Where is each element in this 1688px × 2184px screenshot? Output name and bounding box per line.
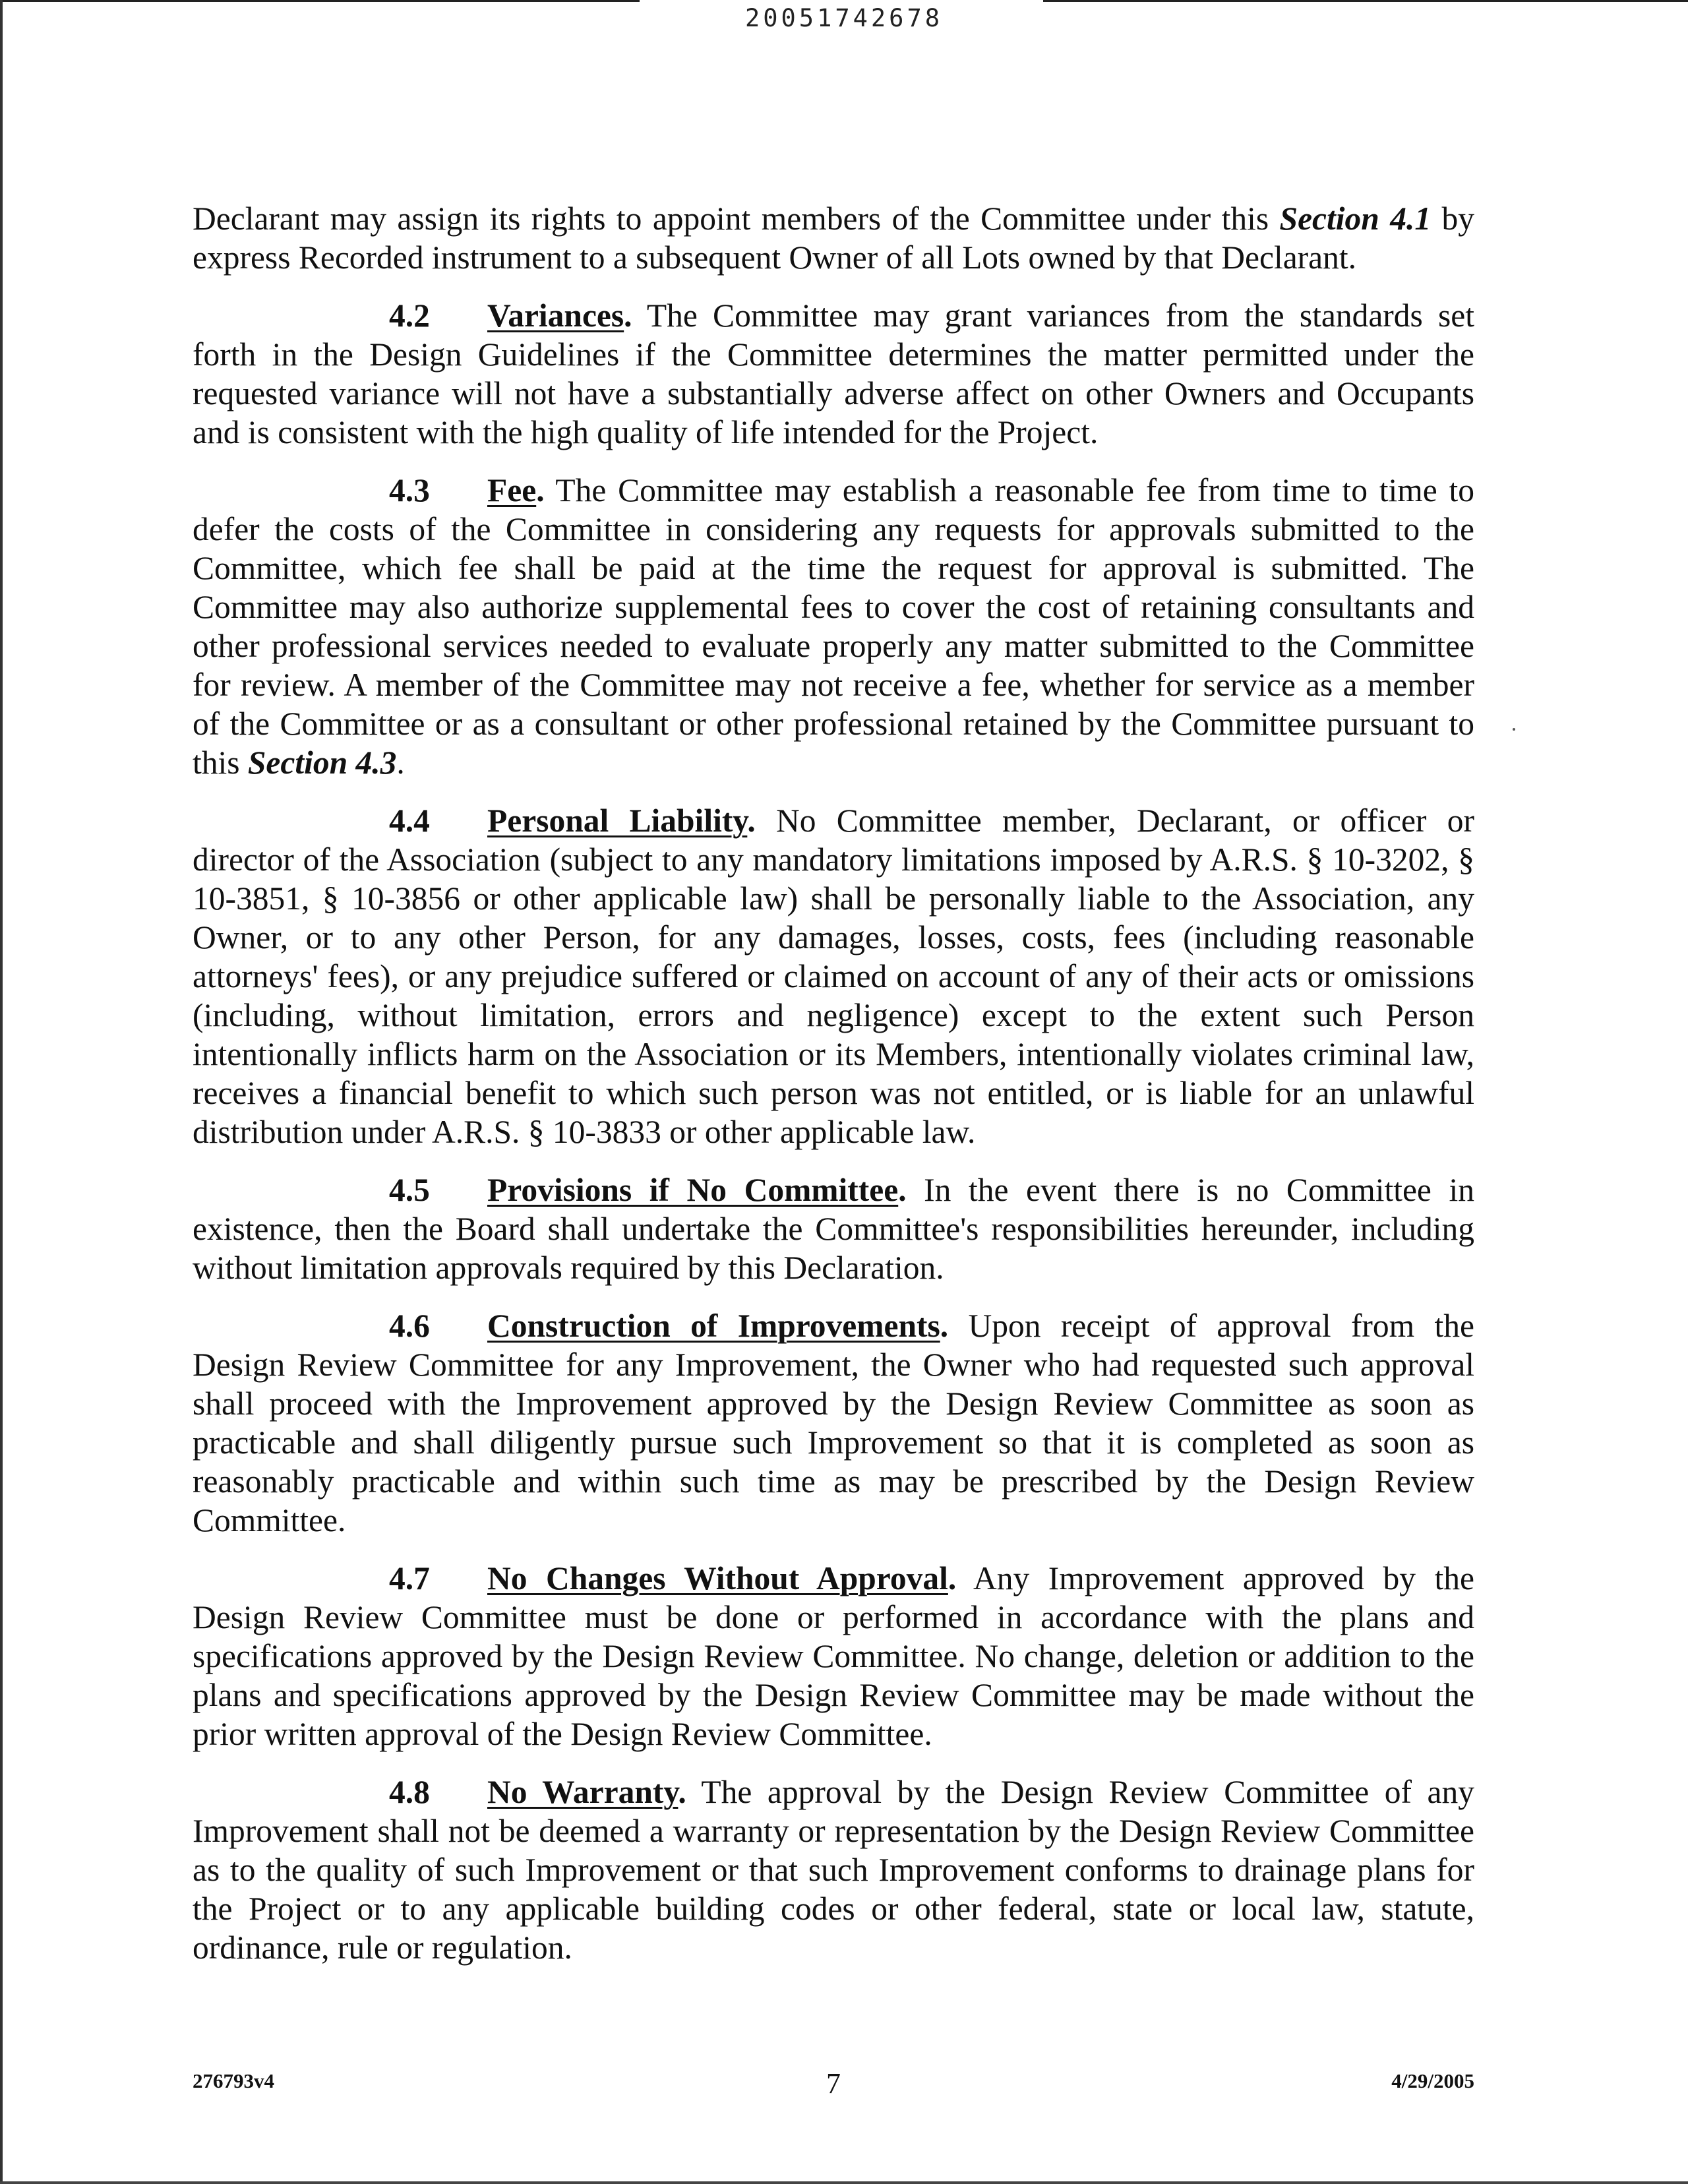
section-heading: Variances — [487, 297, 624, 334]
section-heading: Provisions if No Committee — [487, 1172, 899, 1208]
section-number: 4.7 — [389, 1560, 430, 1596]
section-number: 4.5 — [389, 1172, 430, 1208]
section-4-7: 4.7 No Changes Without Approval. Any Improvement approved by the Design Review Committee must be done or performed in accordance with the plans and specifications approved by the Design Review Committee. No change, deletion or addition to the plans and specifications approved by the Design Review Committee may be made without the prior written approval of the Design Review Committee. — [193, 1560, 1474, 1752]
section-text: In the event there is no Committee in existence, then the Board shall undertake the Committee's responsibilities hereunder, including without limitation approvals required by this Declaration. — [193, 1172, 1474, 1286]
section-number: 4.4 — [389, 803, 430, 839]
section-number: 4.8 — [389, 1774, 430, 1810]
section-reference: Section 4.1 — [1279, 200, 1432, 237]
section-4-4: 4.4 Personal Liability. No Committee member, Declarant, or officer or director of the Association (subject to any mandatory limitations imposed by A.R.S. § 10-3202, § 10-3851, § 10-3856 or other applicable law) shall be personally liable to the Association, any Owner, or to any other Person, for any damages, losses, costs, fees (including reasonable attorneys' fees), or any prejudice suffered or claimed on account of any of their acts or omissions (including, without limitation, errors and negligence) except to the extent such Person intentionally inflicts harm on the Association or its Members, intentionally violates criminal law, receives a financial benefit to which such person was not entitled, or is liable for an unlawful distribution under A.R.S. § 10-3833 or other applicable law. — [193, 803, 1474, 1150]
scan-border-top-left — [0, 0, 640, 2]
intro-text-end: by express Recorded instrument to a subsequent Owner of all Lots owned by that Declarant. — [193, 200, 1475, 276]
scan-border-bottom — [0, 2181, 1688, 2184]
section-text: No Committee member, Declarant, or officer or director of the Association (subject to any mandatory limitations imposed by A.R.S. § 10-3202, § 10-3851, § 10-3856 or other applicable law) shall be personally liable to the Association, any Owner, or to any other Person, for any damages, losses, costs, fees (including reasonable attorneys' fees), or any prejudice suffered or claimed on account of any of their acts or omissions (including, without limitation, errors and negligence) except to the extent such Person intentionally inflicts harm on the Association or its Members, intentionally violates criminal law, receives a financial benefit to which such person was not entitled, or is liable for an unlawful distribution under A.R.S. § 10-3833 or other applicable law. — [193, 803, 1474, 1150]
document-number: 20051742678 — [744, 4, 944, 32]
section-4-3: 4.3 Fee. The Committee may establish a reasonable fee from time to time to defer the costs of the Committee in considering any requests for approvals submitted to the Committee, which fee shall be paid at the time the request for approval is submitted. The Committee may also authorize supplemental fees to cover the cost of retaining consultants and other professional services needed to evaluate properly any matter submitted to the Committee for review. A member of the Committee may not receive a fee, whether for service as a member of the Committee or as a consultant or other professional retained by the Committee pursuant to this Section 4.3. — [193, 472, 1474, 781]
section-4-5: 4.5 Provisions if No Committee. In the event there is no Committee in existence, then the Board shall undertake the Committee's responsibilities hereunder, including without limitation approvals required by this Declaration. — [193, 1172, 1474, 1286]
section-text-end: . — [396, 744, 405, 781]
section-number: 4.6 — [389, 1308, 430, 1344]
section-4-6: 4.6 Construction of Improvements. Upon receipt of approval from the Design Review Committee for any Improvement, the Owner who had requested such approval shall proceed with the Improvement approved by the Design Review Committee as soon as practicable and shall diligently pursue such Improvement so that it is completed as soon as reasonably practicable and within such time as may be prescribed by the Design Review Committee. — [193, 1308, 1474, 1538]
section-number: 4.2 — [389, 297, 430, 334]
section-4-2: 4.2 Variances. The Committee may grant variances from the standards set forth in the Design Guidelines if the Committee determines the matter permitted under the requested variance will not have a substantially adverse affect on other Owners and Occupants and is consistent with the high quality of life intended for the Project. — [193, 297, 1474, 450]
section-number: 4.3 — [389, 472, 430, 508]
section-text: Any Improvement approved by the Design Review Committee must be done or performed in accordance with the plans and specifications approved by the Design Review Committee. No change, deletion or addition to the plans and specifications approved by the Design Review Committee may be made without the prior written approval of the Design Review Committee. — [193, 1560, 1474, 1752]
section-text: Upon receipt of approval from the Design Review Committee for any Improvement, the Owner who had requested such approval shall proceed with the Improvement approved by the Design Review Committee as soon as practicable and shall diligently pursue such Improvement so that it is completed as soon as reasonably practicable and within such time as may be prescribed by the Design Review Committee. — [193, 1308, 1474, 1538]
section-heading: No Changes Without Approval — [487, 1560, 948, 1596]
footer-doc-version: 276793v4 — [193, 2069, 274, 2092]
section-text: The approval by the Design Review Committee of any Improvement shall not be deemed a warranty or representation by the Design Review Committee as to the quality of such Improvement or that such Improvement conforms to drainage plans for the Project or to any applicable building codes or other federal, state or local law, statute, ordinance, rule or regulation. — [193, 1774, 1474, 1966]
intro-paragraph — [193, 199, 1474, 277]
section-reference: Section 4.3 — [247, 744, 397, 781]
document-body — [193, 199, 1474, 1986]
intro-text: Declarant may assign its rights to appoint members of the Committee under this — [193, 200, 1280, 237]
footer-page-number: 7 — [826, 2067, 841, 2100]
section-heading: No Warranty — [487, 1774, 678, 1810]
section-heading: Construction of Improvements — [487, 1308, 940, 1344]
section-4-8: 4.8 No Warranty. The approval by the Design Review Committee of any Improvement shall not be deemed a warranty or representation by the Design Review Committee as to the quality of such Improvement or that such Improvement conforms to drainage plans for the Project or to any applicable building codes or other federal, state or local law, statute, ordinance, rule or regulation. — [193, 1774, 1474, 1966]
section-text: The Committee may grant variances from the standards set forth in the Design Guidelines if the Committee determines the matter permitted under the requested variance will not have a substantially adverse affect on other Owners and Occupants and is consistent with the high quality of life intended for the Project. — [193, 297, 1474, 450]
footer-date: 4/29/2005 — [1391, 2069, 1474, 2092]
scan-border-top-right — [1043, 0, 1688, 2]
section-text: The Committee may establish a reasonable fee from time to time to defer the costs of the Committee in considering any requests for approvals submitted to the Committee, which fee shall be paid at the time the request for approval is submitted. The Committee may also authorize supplemental fees to cover the cost of retaining consultants and other professional services needed to evaluate properly any matter submitted to the Committee for review. A member of the Committee may not receive a fee, whether for service as a member of the Committee or as a consultant or other professional retained by the Committee pursuant to this — [193, 472, 1474, 781]
section-heading: Fee — [487, 472, 537, 508]
section-heading: Personal Liability — [487, 803, 748, 839]
scan-border-left — [0, 0, 3, 2184]
scan-speck — [1513, 728, 1515, 731]
